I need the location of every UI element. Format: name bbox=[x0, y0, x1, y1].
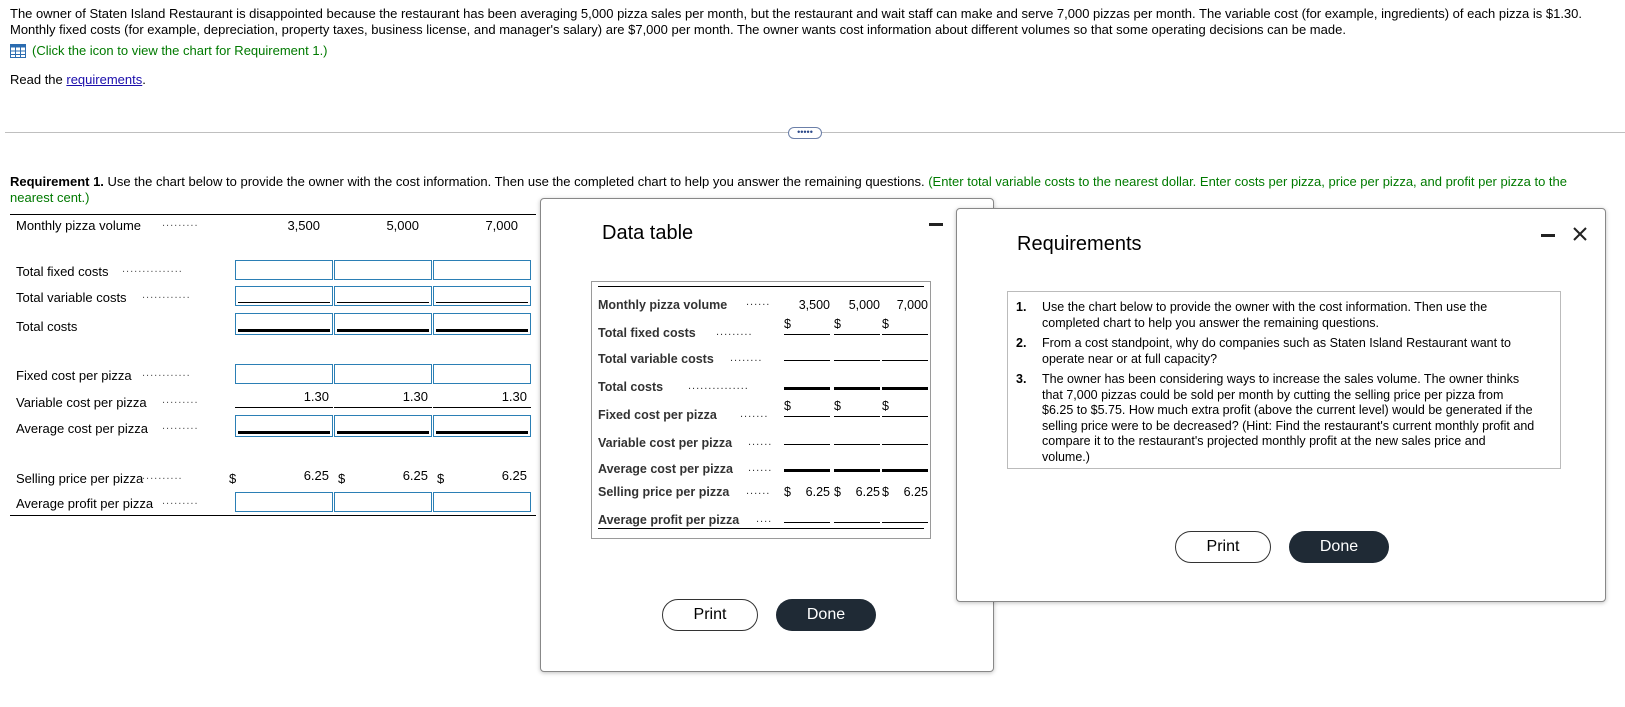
dt-row-average-cost bbox=[598, 458, 924, 478]
leader-dots: ...... bbox=[746, 485, 771, 497]
dt-volume-1: 3,500 bbox=[798, 298, 830, 312]
dt-row-label: Total costs bbox=[598, 380, 664, 394]
dt-row-variable-per bbox=[598, 430, 924, 450]
leader-dots: ............ bbox=[142, 367, 191, 379]
requirement-1-label: Requirement 1. bbox=[10, 174, 104, 189]
total-costs-input-2[interactable] bbox=[334, 313, 432, 335]
requirement-number: 2. bbox=[1016, 336, 1027, 350]
requirement-text: From a cost standpoint, why do companies such as Staten Island Restaurant want to operate near or at full capacity? bbox=[1042, 336, 1512, 366]
requirement-number: 3. bbox=[1016, 372, 1027, 386]
read-requirements bbox=[10, 72, 146, 87]
blank-line bbox=[784, 334, 830, 335]
blank-line bbox=[834, 416, 880, 417]
leader-dots: .... bbox=[756, 513, 773, 525]
dt-row-label: Fixed cost per pizza bbox=[598, 408, 717, 422]
blank-line bbox=[784, 444, 830, 445]
print-button[interactable]: Print bbox=[1175, 531, 1271, 563]
selling-price-value-1: 6.25 bbox=[303, 468, 329, 483]
expand-button[interactable]: ••••• bbox=[788, 127, 822, 139]
dt-row-label: Variable cost per pizza bbox=[598, 436, 733, 450]
currency-sign: $ bbox=[338, 471, 346, 486]
double-rule bbox=[834, 387, 880, 390]
dt-selling-price-1: 6.25 bbox=[805, 485, 830, 499]
leader-dots: .......... bbox=[142, 470, 183, 482]
blank-line bbox=[784, 522, 830, 523]
double-rule bbox=[882, 469, 928, 472]
total-costs-input-1[interactable] bbox=[235, 313, 333, 335]
requirement-text: Use the chart below to provide the owner with the cost information. Then use the completed chart to help you answer the remaining questions. bbox=[1042, 300, 1488, 330]
leader-dots: ...... bbox=[748, 436, 773, 448]
close-icon[interactable] bbox=[1571, 225, 1589, 243]
total-fixed-input-3[interactable] bbox=[433, 260, 531, 280]
currency-sign: $ bbox=[784, 317, 791, 331]
average-cost-input-2[interactable] bbox=[334, 415, 432, 437]
leader-dots: ......... bbox=[162, 495, 199, 507]
selling-price-value-3: 6.25 bbox=[501, 468, 527, 483]
dt-volume-2: 5,000 bbox=[848, 298, 880, 312]
leader-dots: ............... bbox=[688, 380, 749, 392]
double-rule bbox=[834, 469, 880, 472]
blank-line bbox=[834, 334, 880, 335]
variable-per-value-2: 1.30 bbox=[334, 388, 432, 408]
dt-row-selling-price bbox=[598, 482, 928, 502]
dt-row-total-fixed bbox=[598, 317, 924, 340]
currency-sign: $ bbox=[882, 399, 889, 413]
fixed-per-input-3[interactable] bbox=[433, 364, 531, 384]
requirement-text: The owner has been considering ways to increase the sales volume. The owner thinks that 7,000 pizzas could be sold per month by cutting the selling price per pizza from $6.25 to $5.75. How much extra profit (above the current level) would be generated if the selling price were to be decreased? (Hint: Find the restaurant's current monthly profit and compare it to the restaurant's projected monthly profit at the new sales price and volume.) bbox=[1042, 372, 1535, 464]
row-variable-per bbox=[10, 388, 536, 410]
row-label: Average cost per pizza bbox=[16, 421, 148, 436]
row-total-costs bbox=[10, 313, 536, 335]
table-bottom-rule bbox=[598, 528, 924, 529]
table-grid-icon[interactable] bbox=[10, 44, 26, 58]
total-costs-input-3[interactable] bbox=[433, 313, 531, 335]
requirement-number: 1. bbox=[1016, 300, 1027, 314]
currency-sign: $ bbox=[882, 485, 889, 499]
average-cost-input-1[interactable] bbox=[235, 415, 333, 437]
row-fixed-per bbox=[10, 364, 536, 386]
leader-dots: ......... bbox=[162, 394, 199, 406]
currency-sign: $ bbox=[784, 399, 791, 413]
dt-row-fixed-per bbox=[598, 399, 924, 422]
leader-dots: ....... bbox=[740, 408, 769, 420]
chart-link-text[interactable]: (Click the icon to view the chart for Requirement 1.) bbox=[32, 43, 328, 58]
blank-line bbox=[784, 360, 830, 361]
blank-line bbox=[834, 522, 880, 523]
blank-line bbox=[882, 522, 928, 523]
average-profit-input-2[interactable] bbox=[334, 492, 432, 512]
requirements-modal bbox=[956, 208, 1606, 602]
row-total-variable bbox=[10, 286, 536, 308]
header-label: Monthly pizza volume bbox=[16, 218, 141, 233]
currency-sign: $ bbox=[834, 485, 841, 499]
dt-row-total-costs bbox=[598, 376, 924, 396]
row-average-profit bbox=[10, 492, 536, 514]
leader-dots: ...... bbox=[746, 296, 771, 308]
leader-dots: ............... bbox=[122, 263, 183, 275]
total-variable-input-3[interactable] bbox=[433, 286, 531, 306]
variable-per-value-1: 1.30 bbox=[235, 388, 333, 408]
dt-header-row bbox=[598, 296, 928, 316]
print-button[interactable]: Print bbox=[662, 599, 758, 631]
leader-dots: ........ bbox=[730, 352, 763, 364]
data-table bbox=[591, 281, 931, 539]
requirements-link[interactable]: requirements bbox=[66, 72, 143, 87]
row-average-cost bbox=[10, 415, 536, 437]
currency-sign: $ bbox=[834, 399, 841, 413]
row-label: Variable cost per pizza bbox=[16, 395, 147, 410]
row-label: Selling price per pizza bbox=[16, 471, 144, 486]
modal-title: Requirements bbox=[1017, 233, 1142, 255]
fixed-per-input-1[interactable] bbox=[235, 364, 333, 384]
row-total-fixed bbox=[10, 260, 536, 282]
currency-sign: $ bbox=[784, 485, 791, 499]
total-fixed-input-2[interactable] bbox=[334, 260, 432, 280]
requirement-1-body: Use the chart below to provide the owner with the cost information. Then use the completed chart to help you answer the remaining questions. bbox=[103, 174, 925, 189]
leader-dots: ......... bbox=[162, 420, 199, 432]
read-req-suffix: . bbox=[142, 72, 146, 87]
total-variable-input-1[interactable] bbox=[235, 286, 333, 306]
dt-selling-price-2: 6.25 bbox=[855, 485, 880, 499]
double-rule bbox=[784, 387, 830, 390]
dt-row-label: Total variable costs bbox=[598, 352, 714, 366]
volume-header-3: 7,000 bbox=[485, 218, 518, 233]
volume-header-2: 5,000 bbox=[386, 218, 419, 233]
chart-link[interactable] bbox=[10, 43, 328, 58]
leader-dots: ......... bbox=[162, 217, 199, 229]
row-selling-price bbox=[10, 466, 536, 488]
dt-row-label: Average profit per pizza bbox=[598, 513, 740, 527]
leader-dots: ......... bbox=[716, 326, 753, 338]
problem-intro: The owner of Staten Island Restaurant is disappointed because the restaurant has been averaging 5,000 pizza sales per month, but the restaurant and wait staff can make and serve 7,000 pizzas per month. The variable cost (for example, ingredients) of each pizza is $1.30. Monthly fixed costs (for example, depreciation, property taxes, business license, and manager's salary) are $7,000 per month. The owner wants cost information about different volumes so that some operating decisions can be made. bbox=[10, 6, 1583, 37]
blank-line bbox=[882, 334, 928, 335]
done-button[interactable]: Done bbox=[1289, 531, 1389, 563]
minimize-icon[interactable] bbox=[1541, 234, 1555, 237]
minimize-icon[interactable] bbox=[929, 223, 943, 226]
dt-row-label: Selling price per pizza bbox=[598, 485, 730, 499]
currency-sign: $ bbox=[834, 317, 841, 331]
dt-row-average-profit bbox=[598, 510, 924, 530]
blank-line bbox=[834, 360, 880, 361]
table-bottom-rule bbox=[10, 515, 536, 516]
blank-line bbox=[784, 416, 830, 417]
leader-dots: ............ bbox=[142, 289, 191, 301]
currency-sign: $ bbox=[882, 317, 889, 331]
blank-line bbox=[882, 360, 928, 361]
blank-line bbox=[834, 444, 880, 445]
row-label: Total fixed costs bbox=[16, 264, 109, 279]
double-rule bbox=[882, 387, 928, 390]
row-label: Average profit per pizza bbox=[16, 496, 154, 511]
dt-row-label: Total fixed costs bbox=[598, 326, 696, 340]
volume-header-1: 3,500 bbox=[287, 218, 320, 233]
row-label: Total costs bbox=[16, 319, 78, 334]
blank-line bbox=[882, 444, 928, 445]
dt-volume-3: 7,000 bbox=[896, 298, 928, 312]
currency-sign: $ bbox=[229, 471, 237, 486]
average-profit-input-1[interactable] bbox=[235, 492, 333, 512]
total-variable-input-2[interactable] bbox=[334, 286, 432, 306]
dt-row-label: Average cost per pizza bbox=[598, 462, 734, 476]
modal-title: Data table bbox=[602, 222, 694, 244]
fixed-per-input-2[interactable] bbox=[334, 364, 432, 384]
read-req-prefix: Read the bbox=[10, 72, 67, 87]
data-table-modal bbox=[540, 198, 994, 672]
dt-selling-price-3: 6.25 bbox=[903, 485, 928, 499]
selling-price-value-2: 6.25 bbox=[402, 468, 428, 483]
double-rule bbox=[784, 469, 830, 472]
requirement-1-note: (Enter total variable costs to the nearest dollar. Enter costs per pizza, price per pizza, and profit per pizza to the nearest cent.) bbox=[10, 174, 1567, 205]
dt-row-label: Monthly pizza volume bbox=[598, 298, 728, 312]
header-row bbox=[10, 214, 536, 236]
blank-line bbox=[882, 416, 928, 417]
row-label: Total variable costs bbox=[16, 290, 127, 305]
dt-row-total-variable bbox=[598, 348, 924, 368]
leader-dots: ...... bbox=[748, 462, 773, 474]
average-profit-input-3[interactable] bbox=[433, 492, 531, 512]
row-label: Fixed cost per pizza bbox=[16, 368, 132, 383]
average-cost-input-3[interactable] bbox=[433, 415, 531, 437]
done-button[interactable]: Done bbox=[776, 599, 876, 631]
variable-per-value-3: 1.30 bbox=[433, 388, 531, 408]
requirements-list bbox=[1007, 291, 1561, 469]
table-top-rule bbox=[598, 286, 924, 287]
total-fixed-input-1[interactable] bbox=[235, 260, 333, 280]
currency-sign: $ bbox=[437, 471, 445, 486]
